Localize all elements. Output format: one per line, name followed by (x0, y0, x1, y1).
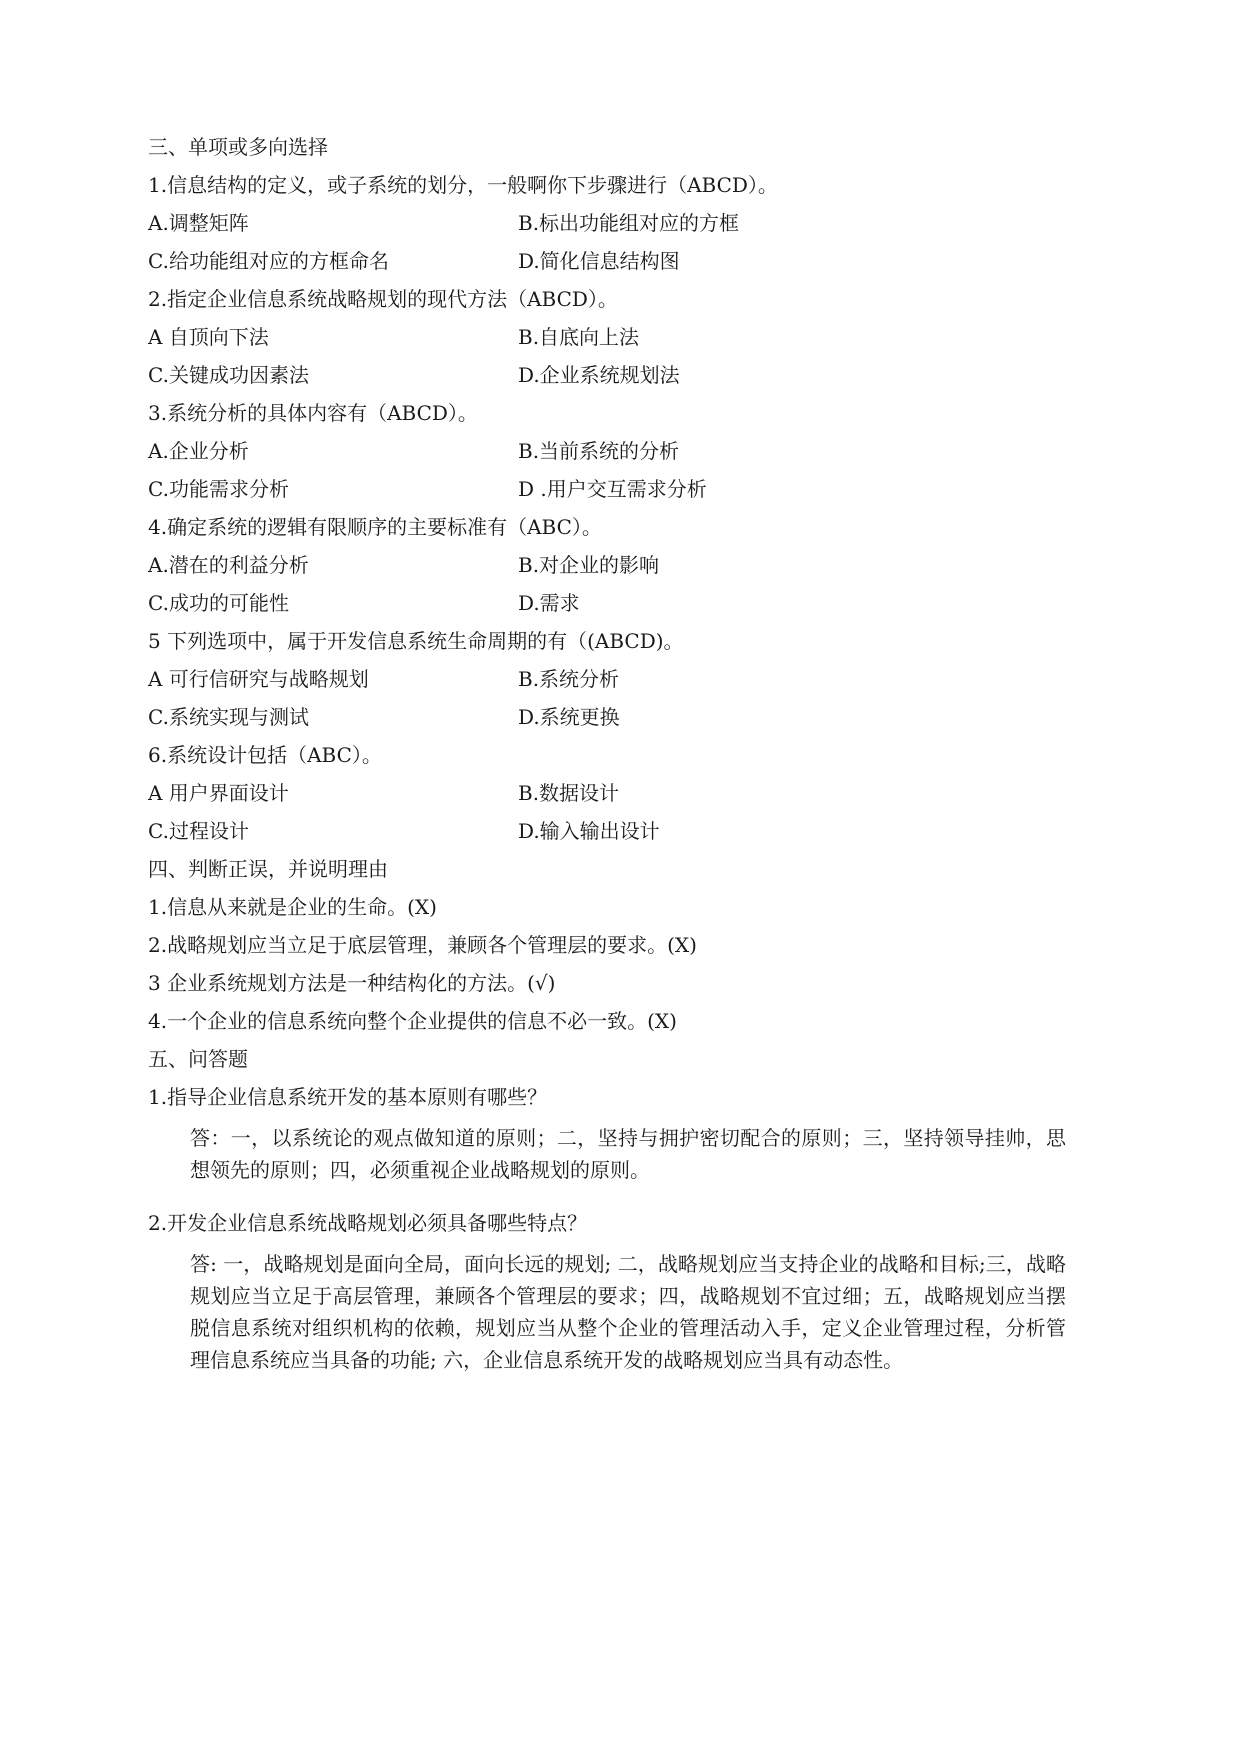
option-b: B.标出功能组对应的方框 (518, 211, 740, 235)
tf-item-2: 2.战略规划应当立足于底层管理，兼顾各个管理层的要求。(X) (148, 933, 697, 957)
option-a: A.潜在的利益分析 (148, 553, 309, 577)
option-d: D.简化信息结构图 (518, 249, 680, 273)
option-c: C.功能需求分析 (148, 477, 289, 501)
mc-question-3: 3.系统分析的具体内容有（ABCD）。 (148, 401, 478, 425)
mc-question-1: 1.信息结构的定义，或子系统的划分，一般啊你下步骤进行（ABCD）。 (148, 173, 778, 197)
tf-item-3: 3 企业系统规划方法是一种结构化的方法。(√) (148, 971, 556, 995)
mc-options-row (148, 780, 1068, 806)
section-heading-true-false: 四、判断正误，并说明理由 (148, 857, 388, 881)
option-a: A 自顶向下法 (148, 325, 269, 349)
option-d: D.输入输出设计 (518, 819, 660, 843)
qa-question-1: 1.指导企业信息系统开发的基本原则有哪些？ (148, 1085, 548, 1109)
mc-options-row (148, 666, 1068, 692)
section-heading-qa: 五、问答题 (148, 1047, 248, 1071)
option-c: C.关键成功因素法 (148, 363, 309, 387)
mc-options-row (148, 818, 1068, 844)
qa-answer-1: 答：一，以系统论的观点做知道的原则；二，坚持与拥护密切配合的原则；三，坚持领导挂帅，思想领先的原则；四，必须重视企业战略规划的原则。 (190, 1126, 1066, 1182)
mc-options-row (148, 704, 1068, 730)
option-c: C.过程设计 (148, 819, 249, 843)
mc-options-row (148, 590, 1068, 616)
option-c: C.成功的可能性 (148, 591, 289, 615)
mc-options-row (148, 362, 1068, 388)
mc-question-4: 4.确定系统的逻辑有限顺序的主要标准有（ABC）。 (148, 515, 602, 539)
option-a: A.调整矩阵 (148, 211, 249, 235)
option-b: B.自底向上法 (518, 325, 640, 349)
option-b: B.系统分析 (518, 667, 620, 691)
mc-options-row (148, 324, 1068, 350)
qa-answer-2: 答: 一，战略规划是面向全局，面向长远的规划; 二，战略规划应当支持企业的战略和目标;三，战略规划应当立足于高层管理，兼顾各个管理层的要求；四，战略规划不宜过细；五，战略规划应当摆脱信息系统对组织机构的依赖，规划应当从整个企业的管理活动入手，定义企业管理过程，分析管理信息系统应当具备的功能; 六，企业信息系统开发的战略规划应当具有动态性。 (190, 1252, 1066, 1372)
mc-options-row (148, 210, 1068, 236)
option-b: B.对企业的影响 (518, 553, 660, 577)
option-c: C.系统实现与测试 (148, 705, 309, 729)
option-d: D .用户交互需求分析 (518, 477, 707, 501)
option-a: A.企业分析 (148, 439, 249, 463)
tf-item-4: 4.一个企业的信息系统向整个企业提供的信息不必一致。(X) (148, 1009, 677, 1033)
option-d: D.系统更换 (518, 705, 620, 729)
mc-options-row (148, 476, 1068, 502)
option-d: D.需求 (518, 591, 580, 615)
option-a: A 用户界面设计 (148, 781, 289, 805)
mc-options-row (148, 248, 1068, 274)
option-b: B.数据设计 (518, 781, 620, 805)
tf-item-1: 1.信息从来就是企业的生命。(X) (148, 895, 437, 919)
option-d: D.企业系统规划法 (518, 363, 680, 387)
option-b: B.当前系统的分析 (518, 439, 680, 463)
mc-options-row (148, 552, 1068, 578)
mc-question-2: 2.指定企业信息系统战略规划的现代方法（ABCD）。 (148, 287, 618, 311)
option-c: C.给功能组对应的方框命名 (148, 249, 389, 273)
mc-options-row (148, 438, 1068, 464)
mc-question-5: 5 下列选项中，属于开发信息系统生命周期的有（(ABCD)。 (148, 629, 684, 653)
section-heading-choice: 三、单项或多向选择 (148, 135, 328, 159)
option-a: A 可行信研究与战略规划 (148, 667, 369, 691)
qa-question-2: 2.开发企业信息系统战略规划必须具备哪些特点？ (148, 1211, 588, 1235)
mc-question-6: 6.系统设计包括（ABC）。 (148, 743, 382, 767)
